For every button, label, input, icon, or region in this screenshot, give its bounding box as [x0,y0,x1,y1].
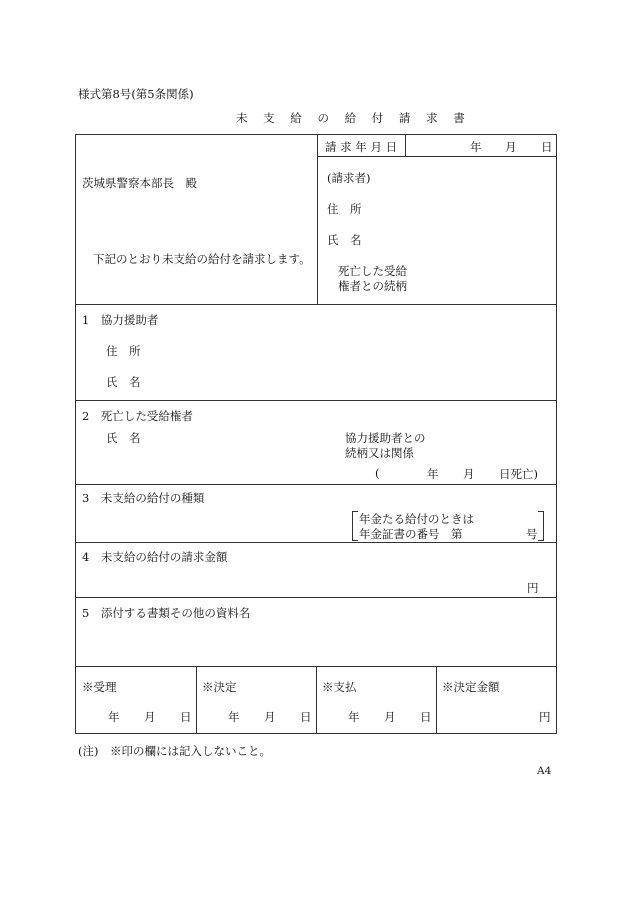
death-year: 年 [427,467,439,481]
form-title: 未 支 給 の 給 付 請 求 書 [236,111,471,125]
received-day: 日 [180,710,192,724]
received-year: 年 [108,710,120,724]
section2-bottom [75,484,557,485]
section4-yen: 円 [527,581,539,595]
date-month: 月 [505,140,517,154]
pension-suffix: 号 [526,527,538,541]
death-open-paren: ( [375,466,380,480]
decided-day: 日 [300,710,312,724]
office-paid-label: ※支払 [322,680,357,694]
paid-month: 月 [384,710,396,724]
section1-heading: 1 協力援助者 [82,313,159,327]
pension-bracket-left [352,511,358,541]
paper-size: A4 [537,765,552,777]
death-month: 月 [463,467,475,481]
received-month: 月 [144,710,156,724]
form-number: 様式第8号(第5条関係) [78,87,194,101]
request-statement: 下記のとおり未支給の給付を請求します。 [93,252,311,266]
decided-month: 月 [264,710,276,724]
form-frame [75,134,557,734]
addressee: 茨城県警察本部長 殿 [82,176,197,190]
date-day: 日 [541,140,553,154]
office-received-label: ※受理 [82,680,117,694]
claimant-address-label: 住 所 [327,202,362,216]
section4-bottom [75,597,557,598]
paid-day: 日 [420,710,432,724]
date-year: 年 [470,140,482,154]
pension-line2: 年金証書の番号 第 [359,527,463,541]
date-row-bottom [317,156,557,157]
claimant-label: (請求者) [327,171,371,185]
pension-bracket-right [538,511,544,541]
relation-label-line2: 権者との続柄 [338,279,407,293]
claimant-name-label: 氏 名 [327,233,362,247]
section2-relation-line2: 続柄又は関係 [345,446,414,460]
section5-heading: 5 添付する書類その他の資料名 [82,606,251,620]
paid-year: 年 [348,710,360,724]
office-divider-2 [316,666,317,734]
office-divider-3 [436,666,437,734]
note: (注) ※印の欄には記入しないこと。 [78,744,271,758]
date-label-divider [405,134,406,156]
office-divider-1 [196,666,197,734]
header-bottom [75,304,557,305]
section1-name-label: 氏 名 [106,375,141,389]
section2-name-label: 氏 名 [106,431,141,445]
pension-line1: 年金たる給付のときは [359,512,474,526]
section1-address-label: 住 所 [106,344,141,358]
request-date-label: 請 求 年 月 日 [325,140,398,154]
section3-heading: 3 未支給の給付の種類 [82,491,205,505]
section2-relation-line1: 協力援助者との [345,431,426,445]
office-decided-amount-label: ※決定金額 [442,680,500,694]
section3-bottom [75,542,557,543]
header-divider [317,134,318,304]
section2-heading: 2 死亡した受給権者 [82,409,193,423]
section1-bottom [75,400,557,401]
office-decided-label: ※決定 [202,680,237,694]
death-day: 日死亡) [499,467,538,481]
decided-amount-yen: 円 [539,710,551,724]
section4-heading: 4 未支給の給付の請求金額 [82,550,228,564]
relation-label-line1: 死亡した受給 [338,264,407,278]
decided-year: 年 [228,710,240,724]
